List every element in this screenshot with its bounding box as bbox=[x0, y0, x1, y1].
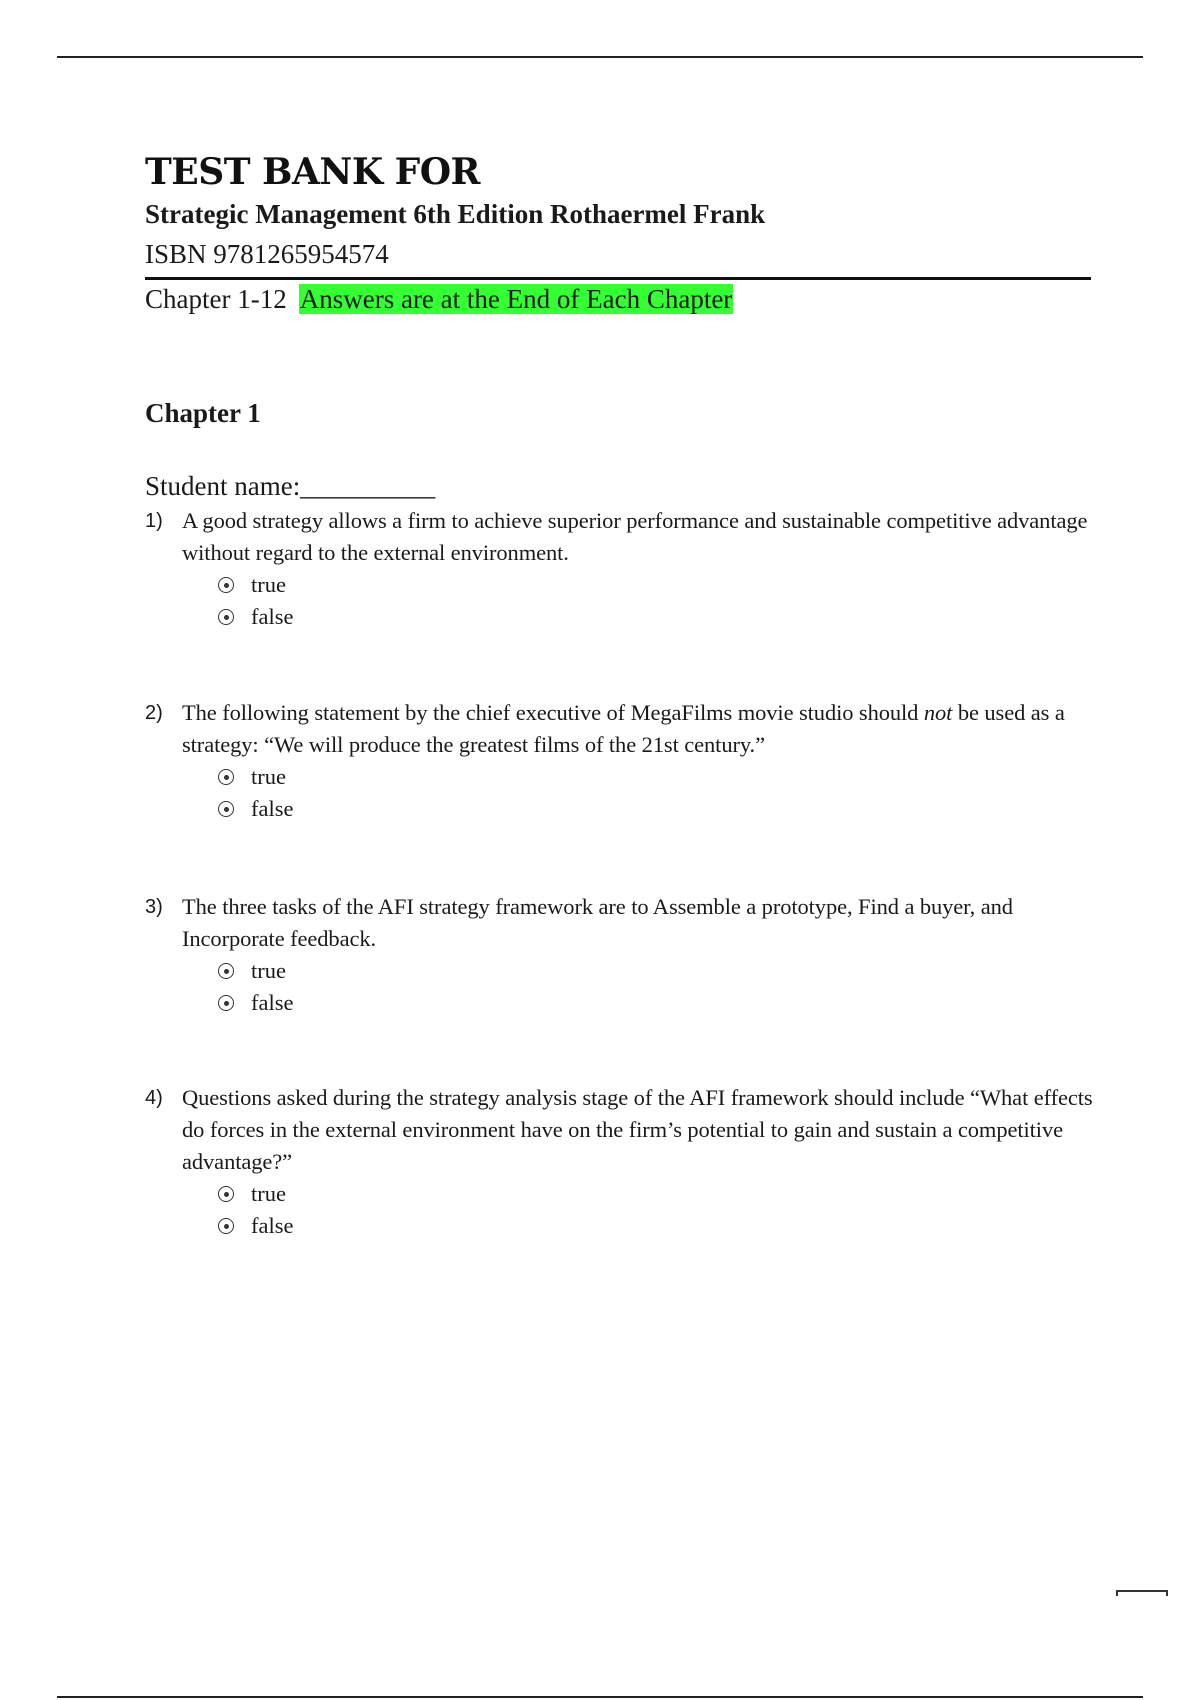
question-text-emphasis: not bbox=[923, 700, 953, 725]
option-true[interactable] bbox=[218, 569, 1095, 601]
option-label: false bbox=[251, 1213, 294, 1238]
answers-note-highlight: Answers are at the End of Each Chapter bbox=[299, 284, 733, 314]
document-header bbox=[145, 150, 1091, 318]
radio-button-icon[interactable] bbox=[218, 963, 234, 979]
chapter-heading: Chapter 1 bbox=[145, 398, 261, 428]
option-true[interactable] bbox=[218, 761, 1095, 793]
radio-button-icon[interactable] bbox=[218, 1186, 234, 1202]
option-label: false bbox=[251, 796, 294, 821]
question-text bbox=[182, 697, 1095, 761]
chapter-line bbox=[145, 280, 1091, 318]
radio-button-icon[interactable] bbox=[218, 577, 234, 593]
option-label: true bbox=[251, 572, 286, 597]
question-text: Questions asked during the strategy analysis stage of the AFI framework should include “What effects do forces in the external environment have on the firm’s potential to gain and sustain a competitive advantage?” bbox=[182, 1085, 1093, 1174]
isbn: ISBN 9781265954574 bbox=[145, 239, 389, 269]
question-text-part: be used as a strategy: “We will produce the greatest films of the 21st century.” bbox=[182, 700, 1065, 757]
question-2 bbox=[145, 697, 1095, 825]
answer-options bbox=[218, 1178, 1095, 1242]
radio-button-icon[interactable] bbox=[218, 769, 234, 785]
question-number: 3) bbox=[145, 896, 163, 918]
question-1 bbox=[145, 505, 1095, 633]
question-number: 1) bbox=[145, 510, 163, 532]
main-title: TEST BANK FOR bbox=[145, 151, 480, 193]
question-4 bbox=[145, 1082, 1095, 1242]
option-false[interactable] bbox=[218, 1210, 1095, 1242]
option-false[interactable] bbox=[218, 793, 1095, 825]
answer-options bbox=[218, 761, 1095, 825]
radio-button-icon[interactable] bbox=[218, 801, 234, 817]
radio-button-icon[interactable] bbox=[218, 995, 234, 1011]
question-text-part: The following statement by the chief executive of MegaFilms movie studio should bbox=[182, 700, 924, 725]
option-false[interactable] bbox=[218, 987, 1095, 1019]
radio-button-icon[interactable] bbox=[218, 1218, 234, 1234]
question-text: A good strategy allows a firm to achieve superior performance and sustainable competitive advantage without regard to the external environment. bbox=[182, 508, 1088, 565]
option-label: false bbox=[251, 604, 294, 629]
bottom-rule bbox=[57, 1696, 1143, 1698]
chapter-range: Chapter 1-12 bbox=[145, 284, 287, 314]
question-text: The three tasks of the AFI strategy framework are to Assemble a prototype, Find a buyer, and Incorporate feedback. bbox=[182, 894, 1013, 951]
answer-options bbox=[218, 955, 1095, 1019]
answer-options bbox=[218, 569, 1095, 633]
option-true[interactable] bbox=[218, 1178, 1095, 1210]
page-corner-mark bbox=[1116, 1590, 1168, 1596]
question-3 bbox=[145, 891, 1095, 1019]
option-label: true bbox=[251, 764, 286, 789]
option-true[interactable] bbox=[218, 955, 1095, 987]
book-title: Strategic Management 6th Edition Rothaermel Frank bbox=[145, 199, 766, 229]
option-label: false bbox=[251, 990, 294, 1015]
option-label: true bbox=[251, 958, 286, 983]
option-false[interactable] bbox=[218, 601, 1095, 633]
option-label: true bbox=[251, 1181, 286, 1206]
top-rule bbox=[57, 56, 1143, 58]
question-number: 4) bbox=[145, 1087, 163, 1109]
student-name-label: Student name:__________ bbox=[145, 471, 436, 501]
radio-button-icon[interactable] bbox=[218, 609, 234, 625]
question-number: 2) bbox=[145, 702, 163, 724]
